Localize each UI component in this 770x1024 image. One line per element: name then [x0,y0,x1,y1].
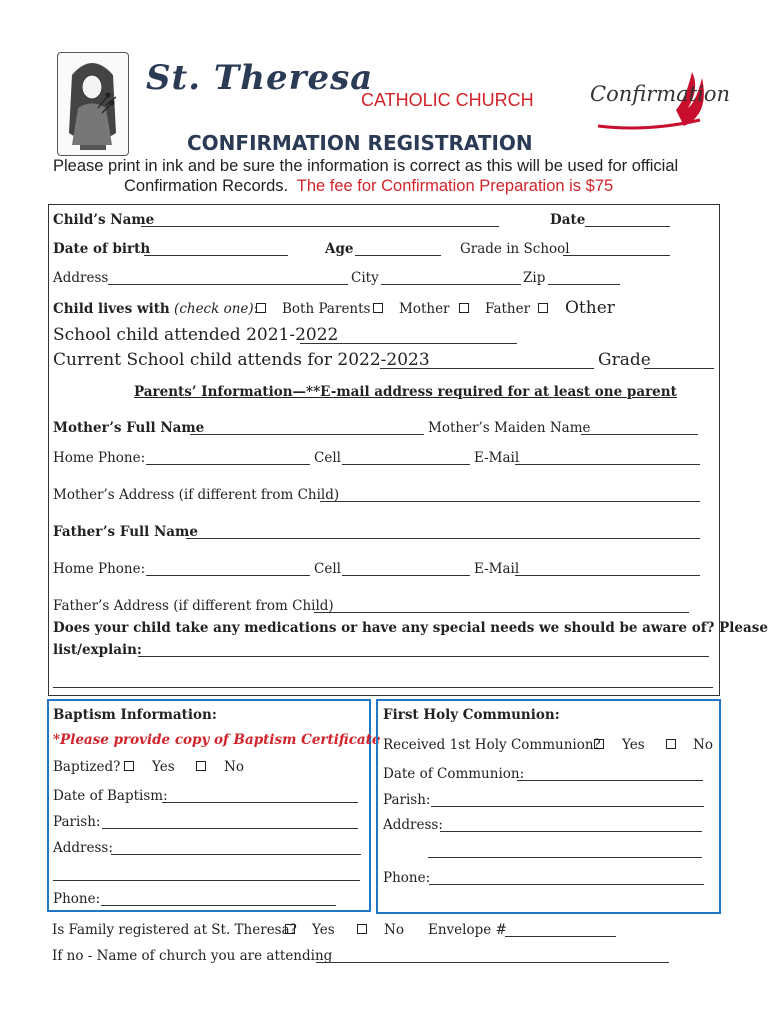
confirmation-logo [588,68,731,132]
father-email-label: E-Mail [474,561,520,577]
baptism-phone-field[interactable] [101,905,336,906]
age-label: Age [325,241,354,257]
communion-date-label: Date of Communion: [383,766,525,782]
registered-yes-checkbox[interactable] [285,924,295,934]
mother-home-phone-label: Home Phone: [53,450,146,466]
both-parents-checkbox[interactable] [256,303,266,313]
father-cell-field[interactable] [342,575,470,576]
mother-email-label: E-Mail [474,450,520,466]
church-suffix: CATHOLIC CHURCH [361,90,534,110]
date-field[interactable] [585,226,670,227]
communion-phone-field[interactable] [429,884,704,885]
mother-cell-field[interactable] [342,464,470,465]
instructions-line-2 [124,177,613,196]
father-address-field[interactable] [314,612,689,613]
baptized-label: Baptized? [53,759,121,775]
communion-address-field-1[interactable] [440,831,702,832]
father-label: Father [485,301,531,317]
grade-short-label: Grade [598,350,651,370]
dob-label: Date of birth [53,241,151,257]
instructions-line-2a: Confirmation Records. [124,177,289,195]
address-label: Address [53,270,109,286]
medications-field-1[interactable] [138,656,709,657]
confirmation-logo-text: Confirmation [590,82,731,106]
city-label: City [351,270,379,286]
father-home-phone-label: Home Phone: [53,561,146,577]
baptism-date-label: Date of Baptism: [53,788,168,804]
lives-with-label: Child lives with [53,301,170,317]
church-name: St. Theresa [146,58,374,98]
mother-email-field[interactable] [515,464,700,465]
baptized-no-checkbox[interactable] [196,761,206,771]
age-field[interactable] [355,255,441,256]
mother-name-label: Mother’s Full Name [53,420,205,436]
communion-received-label: Received 1st Holy Communion? [383,737,601,753]
communion-parish-field[interactable] [431,806,704,807]
communion-yes-label: Yes [622,737,645,753]
school-attended-field[interactable] [300,343,517,344]
other-checkbox[interactable] [538,303,548,313]
mother-maiden-field[interactable] [581,434,698,435]
city-field[interactable] [381,284,521,285]
mother-address-label: Mother’s Address (if different from Child) [53,487,340,503]
medications-question-2: list/explain: [53,642,142,658]
baptism-phone-label: Phone: [53,891,101,907]
school-current-label: Current School child attends for 2022-2023 [53,350,430,370]
father-checkbox[interactable] [459,303,469,313]
other-church-label: If no - Name of church you are attending [52,948,333,964]
mother-label: Mother [399,301,450,317]
baptized-yes-checkbox[interactable] [124,761,134,771]
mother-checkbox[interactable] [373,303,383,313]
baptism-heading: Baptism Information: [53,707,217,723]
baptism-parish-label: Parish: [53,814,101,830]
mother-maiden-label: Mother’s Maiden Name [428,420,591,436]
address-field[interactable] [108,284,348,285]
child-name-field[interactable] [141,226,499,227]
baptism-date-field[interactable] [162,802,358,803]
registered-no-label: No [384,922,404,938]
medications-field-2[interactable] [53,687,713,688]
father-name-label: Father’s Full Name [53,524,198,540]
communion-yes-checkbox[interactable] [594,739,604,749]
grade-label: Grade in School [460,241,570,257]
baptism-parish-field[interactable] [102,828,358,829]
school-current-field[interactable] [380,368,594,369]
parents-heading: Parents’ Information—**E-mail address required for at least one parent [134,384,677,400]
baptism-address-field-1[interactable] [111,854,361,855]
envelope-field[interactable] [505,936,616,937]
communion-date-field[interactable] [517,780,703,781]
child-name-label: Child’s Name [53,212,155,228]
fee-notice: The fee for Confirmation Preparation is $75 [296,177,614,195]
dob-field[interactable] [144,255,288,256]
envelope-label: Envelope # [428,922,507,938]
instructions-line-1: Please print in ink and be sure the information is correct as this will be used for official [53,157,679,175]
baptized-no-label: No [224,759,244,775]
other-label: Other [565,298,615,318]
medications-question: Does your child take any medications or have any special needs we should be aware of? Please [53,620,768,636]
grade-short-field[interactable] [644,368,714,369]
zip-field[interactable] [548,284,620,285]
communion-address-label: Address: [383,817,443,833]
baptism-note: *Please provide copy of Baptism Certificate [53,732,381,748]
mother-home-phone-field[interactable] [146,464,310,465]
baptism-address-field-2[interactable] [53,880,360,881]
communion-parish-label: Parish: [383,792,431,808]
saint-portrait-image [57,52,129,156]
communion-heading: First Holy Communion: [383,707,560,723]
registered-yes-label: Yes [312,922,335,938]
father-address-label: Father’s Address (if different from Child) [53,598,334,614]
father-email-field[interactable] [515,575,700,576]
baptism-address-label: Address: [53,840,113,856]
registered-no-checkbox[interactable] [357,924,367,934]
father-name-field[interactable] [186,538,700,539]
mother-cell-label: Cell [314,450,341,466]
lives-with-hint: (check one) [174,301,254,317]
communion-no-label: No [693,737,713,753]
both-parents-label: Both Parents [282,301,371,317]
zip-label: Zip [523,270,546,286]
school-attended-label: School child attended 2021-2022 [53,325,339,345]
communion-phone-label: Phone: [383,870,431,886]
mother-address-field[interactable] [320,501,700,502]
communion-no-checkbox[interactable] [666,739,676,749]
lives-with-colon: : [253,301,259,317]
lives-with-row [53,301,258,317]
registered-label: Is Family registered at St. Theresa? [52,922,297,938]
date-label: Date [550,212,586,228]
baptized-yes-label: Yes [152,759,175,775]
father-home-phone-field[interactable] [146,575,310,576]
grade-field[interactable] [563,255,670,256]
other-church-field[interactable] [316,962,669,963]
communion-address-field-2[interactable] [428,857,702,858]
mother-name-field[interactable] [190,434,424,435]
father-cell-label: Cell [314,561,341,577]
page-title: CONFIRMATION REGISTRATION [187,131,533,155]
